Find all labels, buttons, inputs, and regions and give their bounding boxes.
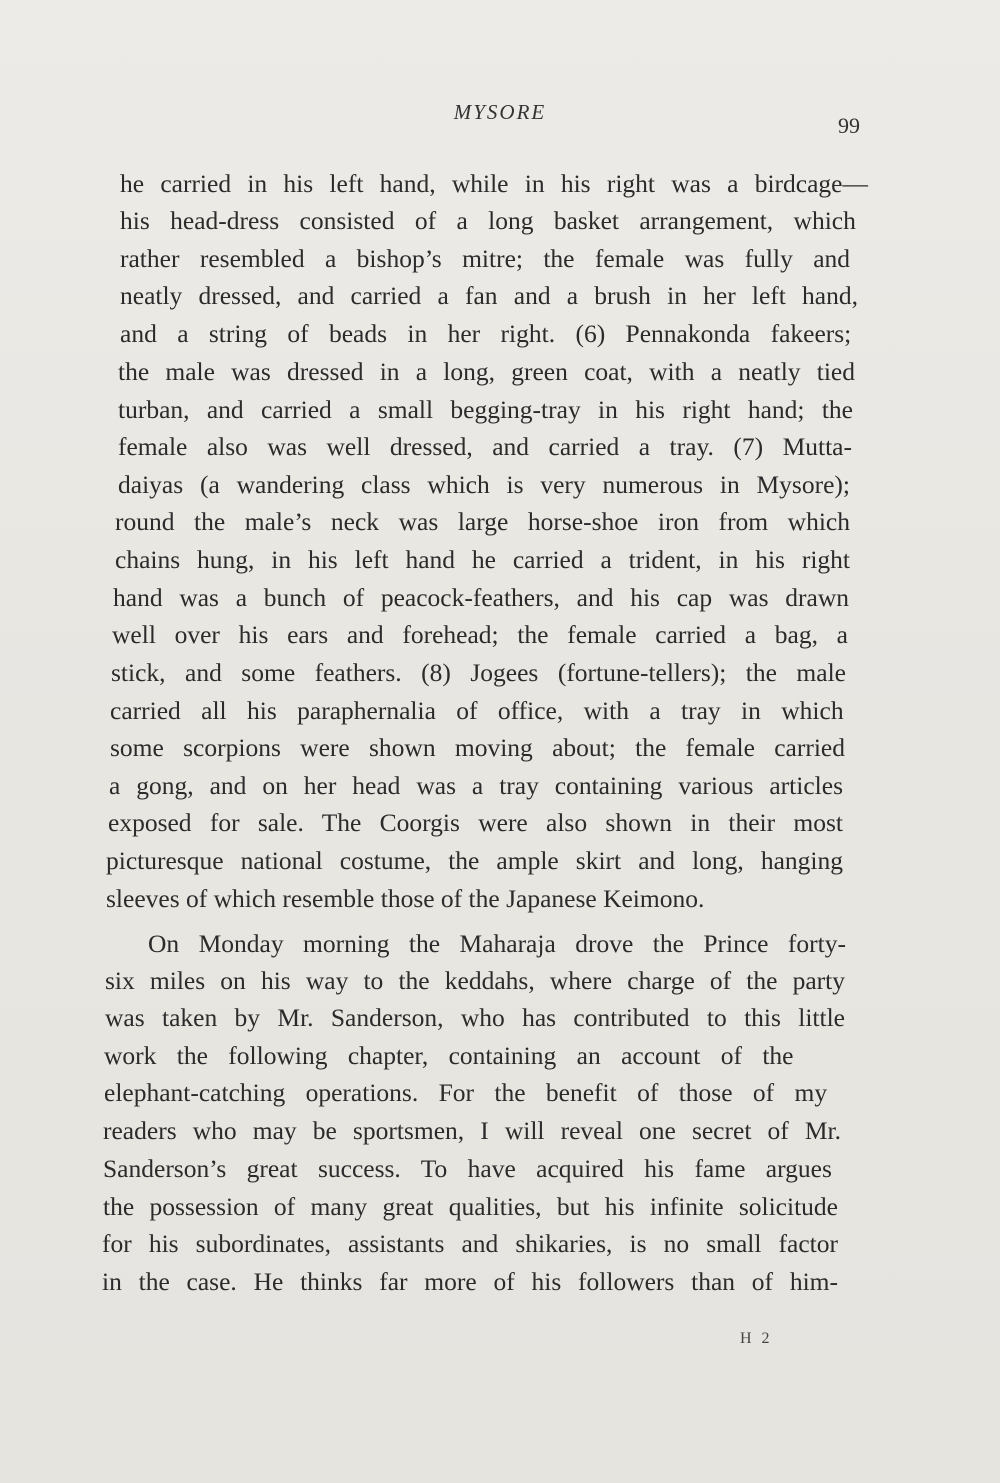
text-line [0, 1150, 1000, 1188]
text-line [0, 466, 1000, 504]
text-line-content: On Monday morning the Maharaja drove the Prince forty- [148, 929, 846, 958]
text-line [0, 579, 1000, 617]
text-line [0, 165, 1000, 203]
text-line-content: in the case. He thinks far more of his followers than of him- [102, 1267, 838, 1296]
running-title: MYSORE [453, 100, 547, 124]
text-line-content: readers who may be sportsmen, I will reveal one secret of Mr. [103, 1116, 841, 1145]
text-line-content: hand was a bunch of peacock-feathers, and his cap was drawn [113, 583, 849, 612]
text-line [0, 654, 1000, 692]
text-line [0, 804, 1000, 842]
text-line-content: the male was dressed in a long, green coat, with a neatly tied [118, 357, 855, 386]
text-line-content: daiyas (a wandering class which is very numerous in Mysore); [118, 470, 850, 499]
text-line [0, 842, 1000, 880]
text-line-content: turban, and carried a small begging-tray in his right hand; the [118, 395, 853, 424]
text-line-content: was taken by Mr. Sanderson, who has contributed to this little [105, 1003, 845, 1032]
text-line [0, 541, 1000, 579]
text-line-content: elephant-catching operations. For the benefit of those of my [104, 1078, 828, 1107]
text-line-content: the possession of many great qualities, but his infinite solicitude [103, 1192, 838, 1221]
text-line [0, 277, 1000, 315]
text-line-content: carried all his paraphernalia of office, with a tray in which [110, 696, 844, 725]
text-line [0, 880, 1000, 918]
text-line [0, 1263, 1000, 1301]
text-line [0, 1074, 1000, 1112]
text-line [0, 616, 1000, 654]
text-line-content: six miles on his way to the keddahs, where charge of the party [105, 966, 845, 995]
text-line-content: Sanderson’s great success. To have acquired his fame argues [103, 1154, 832, 1183]
text-line [0, 503, 1000, 541]
text-line [0, 999, 1000, 1037]
text-line-content: a gong, and on her head was a tray containing various articles [109, 771, 843, 800]
text-line [0, 315, 1000, 353]
text-line [0, 1112, 1000, 1150]
text-line [0, 1225, 1000, 1263]
text-line-content: female also was well dressed, and carried a tray. (7) Mutta- [118, 432, 852, 461]
text-line [0, 767, 1000, 805]
text-line-content: and a string of beads in her right. (6) Pennakonda fakeers; [120, 319, 852, 348]
text-line-content: well over his ears and forehead; the female carried a bag, a [112, 620, 848, 649]
text-line [0, 202, 1000, 240]
text-line [0, 962, 1000, 1000]
text-line-content: exposed for sale. The Coorgis were also shown in their most [108, 808, 843, 837]
text-line-content: stick, and some feathers. (8) Jogees (fortune-tellers); the male [111, 658, 846, 687]
signature-mark: H 2 [740, 1330, 773, 1347]
text-line-content: he carried in his left hand, while in his right was a birdcage— [120, 169, 868, 198]
text-line [0, 391, 1000, 429]
text-line-content: work the following chapter, containing an account of the [104, 1041, 794, 1070]
text-line-content: for his subordinates, assistants and shikaries, is no small factor [102, 1229, 838, 1258]
text-line [0, 1037, 1000, 1075]
text-line-content: rather resembled a bishop’s mitre; the female was fully and [120, 244, 851, 273]
text-line [0, 353, 1000, 391]
text-line-content: sleeves of which resemble those of the Japanese Keimono. [106, 884, 705, 913]
text-line [0, 428, 1000, 466]
text-line-content: neatly dressed, and carried a fan and a brush in her left hand, [120, 281, 858, 310]
text-line-content: picturesque national costume, the ample skirt and long, hanging [106, 846, 843, 875]
text-line-content: his head-dress consisted of a long basket arrangement, which [120, 206, 856, 235]
text-line [0, 729, 1000, 767]
text-line-content: some scorpions were shown moving about; the female carried [110, 733, 845, 762]
page-number: 99 [838, 113, 860, 138]
text-line-content: chains hung, in his left hand he carried a trident, in his right [115, 545, 850, 574]
text-line [0, 692, 1000, 730]
text-line-content: round the male’s neck was large horse-shoe iron from which [115, 507, 850, 536]
text-line [0, 1188, 1000, 1226]
text-line [0, 240, 1000, 278]
text-line [0, 925, 1000, 963]
